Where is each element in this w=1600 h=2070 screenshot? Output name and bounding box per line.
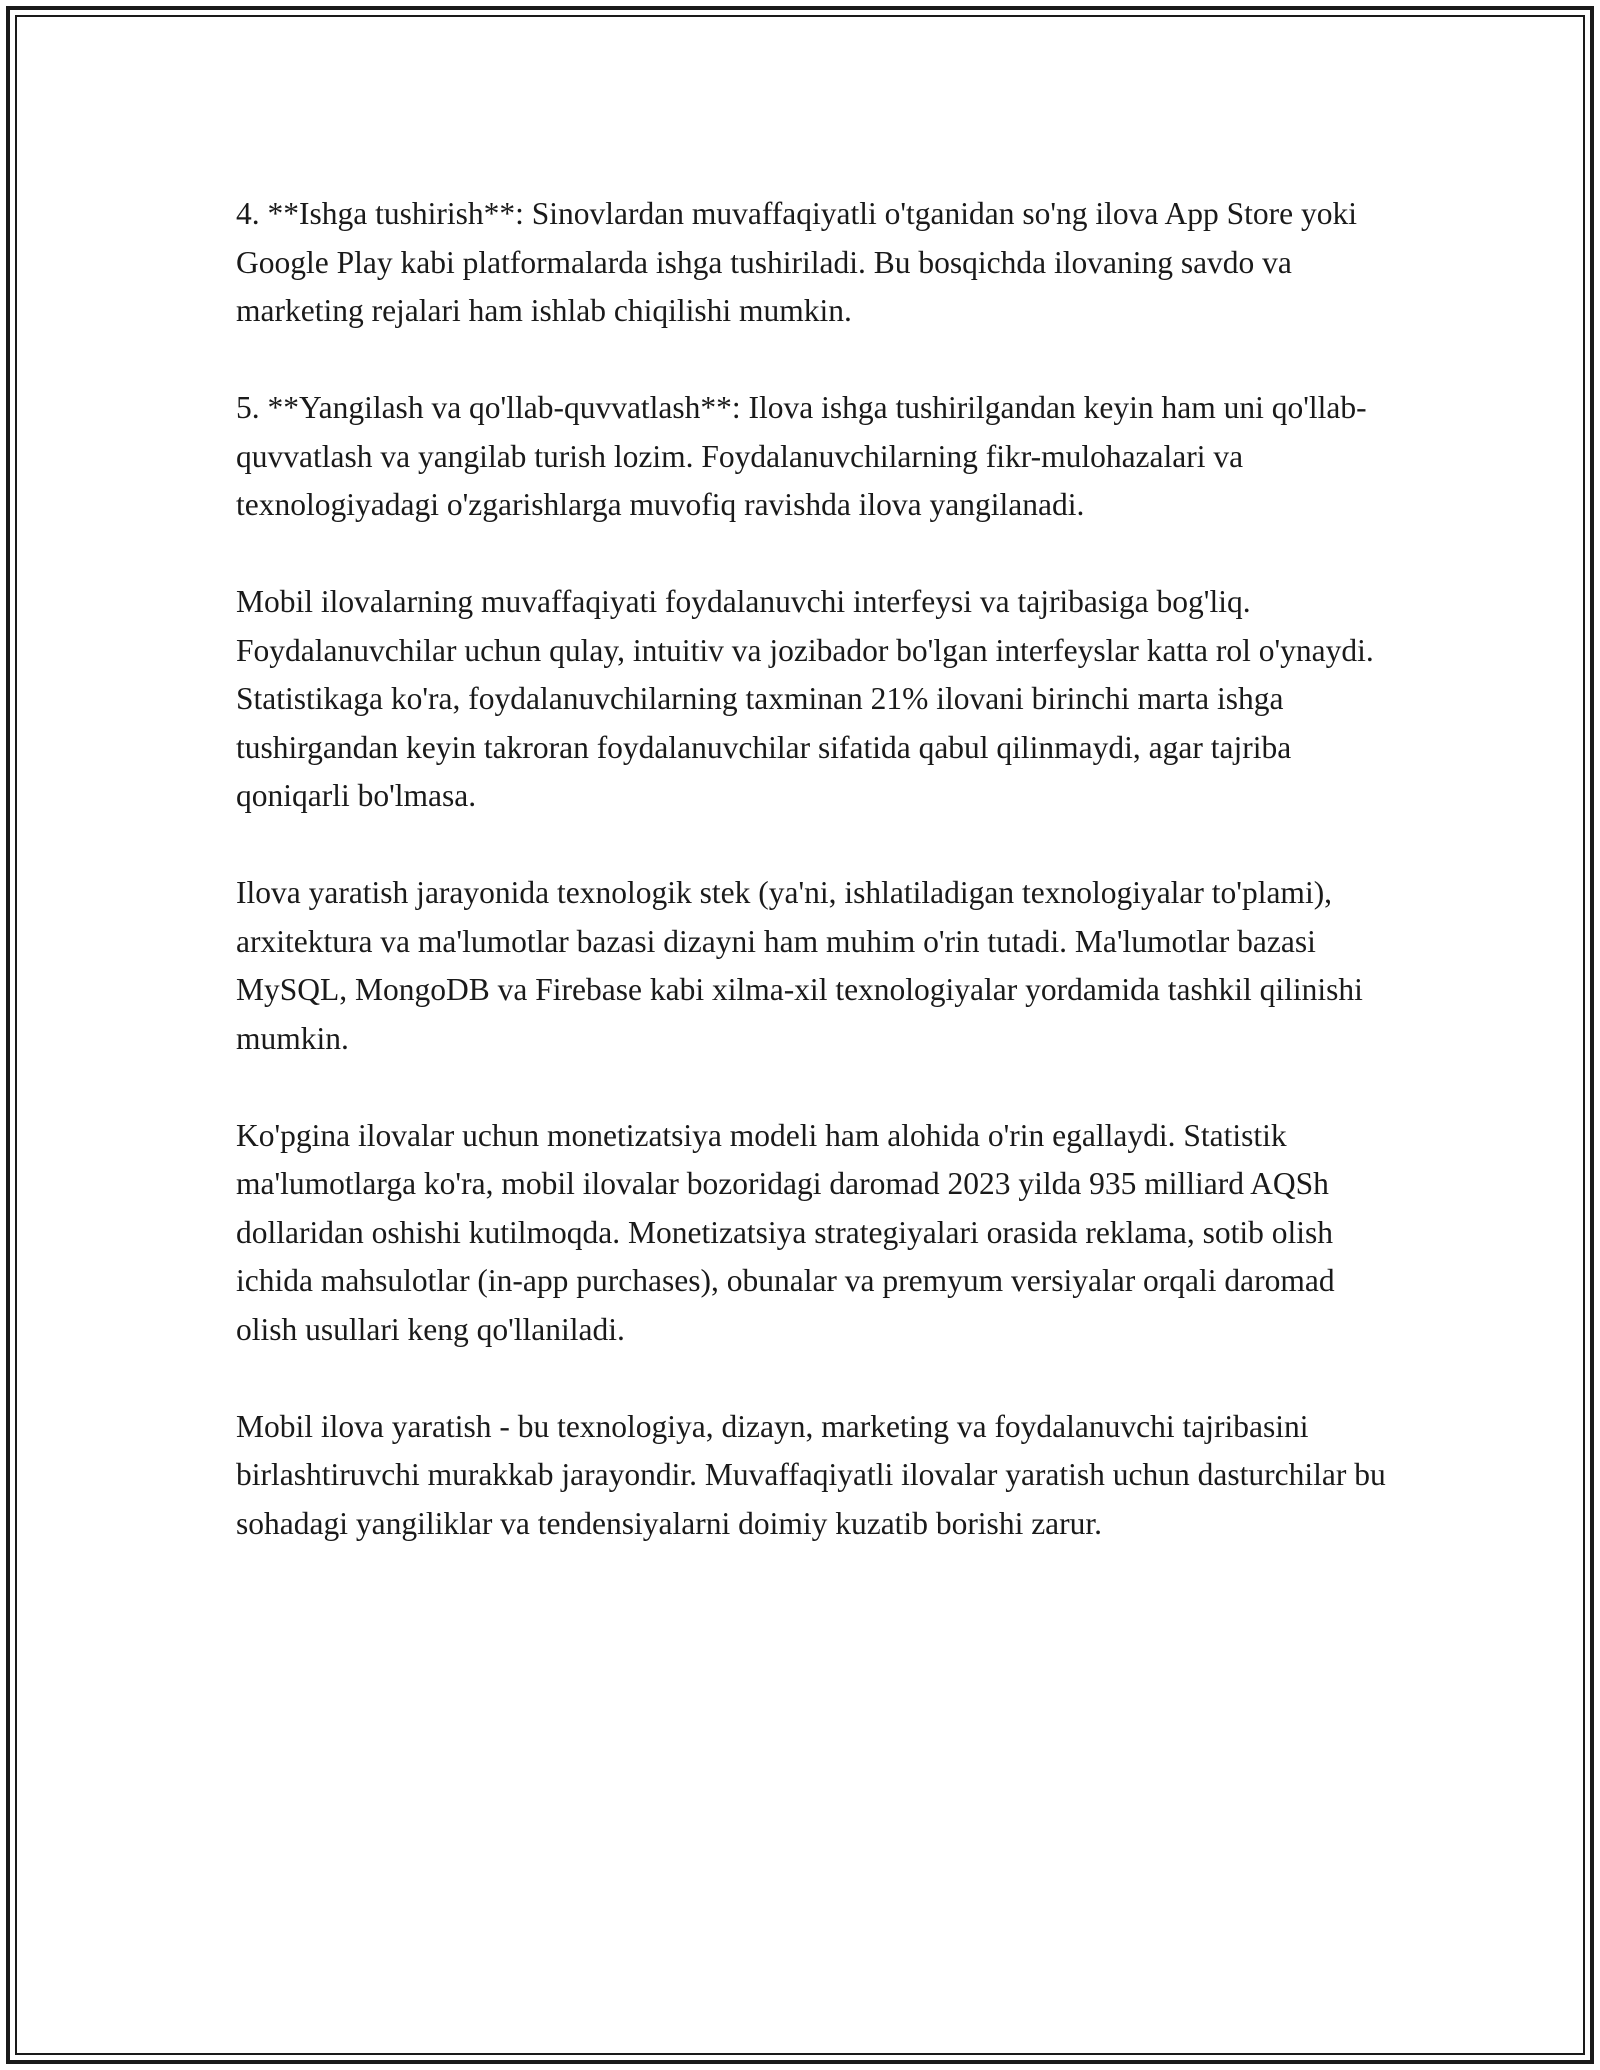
paragraph-conclusion: Mobil ilova yaratish - bu texnologiya, dizayn, marketing va foydalanuvchi tajribasini birlashtiruvchi murakkab jarayondir. Muvaffaqiyatli ilovalar yaratish uchun dasturchilar bu sohadagi yangiliklar va tendensiyalarni doimiy kuzatib borishi zarur. <box>236 1408 1386 1541</box>
document-body <box>236 190 1386 1597</box>
paragraph-tech-stack: Ilova yaratish jarayonida texnologik stek (ya'ni, ishlatiladigan texnologiyalar to'plami), arxitektura va ma'lumotlar bazasi dizayni ham muhim o'rin tutadi. Ma'lumotlar bazasi MySQL, MongoDB va Firebase kabi xilma-xil texnologiyalar yordamida tashkil qilinishi mumkin. <box>236 875 1363 1056</box>
paragraph-monetization: Ko'pgina ilovalar uchun monetizatsiya modeli ham alohida o'rin egallaydi. Statistik ma'lumotlarga ko'ra, mobil ilovalar bozoridagi daromad 2023 yilda 935 milliard AQSh dollaridan oshishi kutilmoqda. Monetizatsiya strategiyalari orasida reklama, sotib olish ichida mahsulotlar (in-app purchases), obunalar va premyum versiyalar orqali daromad olish usullari keng qo'llaniladi. <box>236 1117 1335 1347</box>
paragraph-launch-step: 4. **Ishga tushirish**: Sinovlardan muvaffaqiyatli o'tganidan so'ng ilova App Store yoki Google Play kabi platformalarda ishga tushiriladi. Bu bosqichda ilovaning savdo va marketing rejalari ham ishlab chiqilishi mumkin. <box>236 196 1358 328</box>
paragraph-update-support-step: 5. **Yangilash va qo'llab-quvvatlash**: Ilova ishga tushirilgandan keyin ham uni qo'llab-quvvatlash va yangilab turish lozim. Foydalanuvchilarning fikr-mulohazalari va texnologiyadagi o'zgarishlarga muvofiq ravishda ilova yangilanadi. <box>236 390 1367 522</box>
paragraph-ui-ux: Mobil ilovalarning muvaffaqiyati foydalanuvchi interfeysi va tajribasiga bog'liq. Foydalanuvchilar uchun qulay, intuitiv va jozibador bo'lgan interfeyslar katta rol o'ynaydi. Statistikaga ko'ra, foydalanuvchilarning taxminan 21% ilovani birinchi marta ishga tushirgandan keyin takroran foydalanuvchilar sifatida qabul qilinmaydi, agar tajriba qoniqarli bo'lmasa. <box>236 584 1374 813</box>
